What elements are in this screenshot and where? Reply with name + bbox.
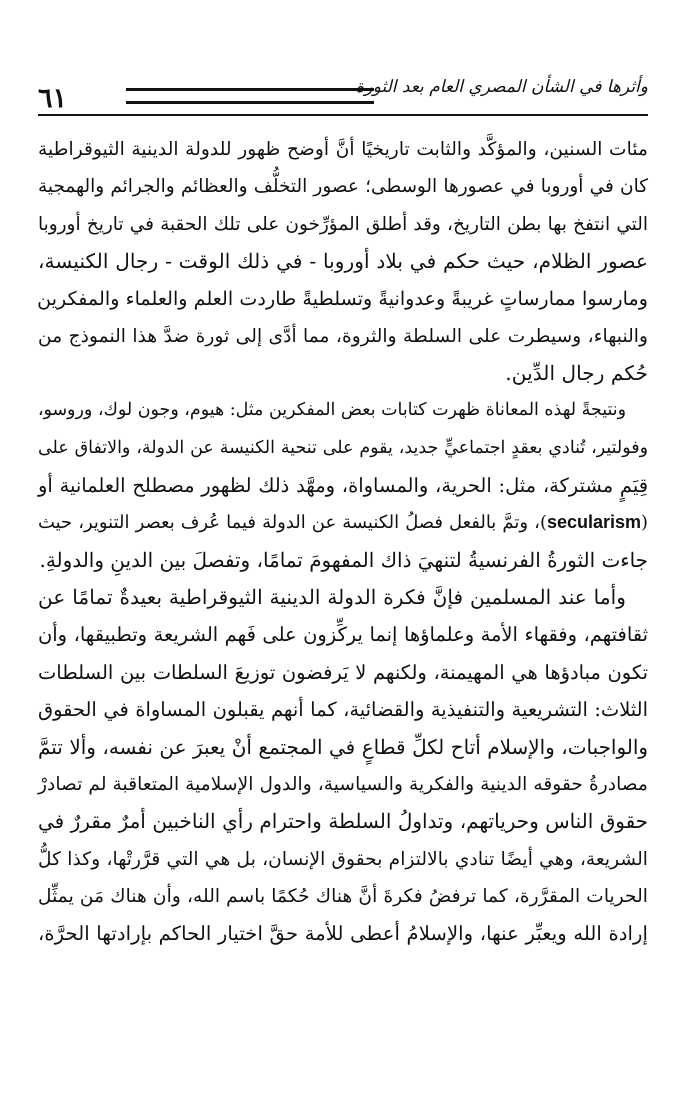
running-title: وأثرها في الشأن المصري العام بعد الثورة [355, 77, 648, 97]
text-line: الحريات المقرَّرة، كما ترفضُ فكرةَ أنَّ هناك حُكمًا باسم الله، وأن هناك مَن يمثِّل [38, 885, 648, 907]
text-line: قِيَمٍ مشتركة، مثل: الحرية، والمساواة، ومهَّد ذلك لظهور مصطلح العلمانية أو [38, 474, 648, 498]
text-line: مصادرةُ حقوقه الدينية والفكرية والسياسية، والدول الإسلامية المتعاقبة لم تصادرْ [38, 773, 648, 795]
text-line: ثقافتهم، وفقهاء الأمة وعلماؤها إنما يركِّزون على فَهم الشريعة وتطبيقها، وأن [38, 623, 648, 647]
line-continuation: ، وتمَّ بالفعل فصلُ الكنيسة عن الدولة فيما عُرف بعصر التنوير، حيث [38, 512, 540, 534]
text-line: عصور الظلام، حيث حكم في بلاد أوروبا - في ذلك الوقت - رجال الكنيسة، [38, 249, 648, 274]
text-line: والواجبات، والإسلام أتاح لكلِّ قطاعٍ في المجتمع أنْ يعبرَ عن نفسه، وألا تتمَّ [38, 734, 648, 759]
text-line: حُكم رجال الدِّين. [505, 361, 648, 386]
text-line: الشريعة، وهي أيضًا تنادي بالالتزام بحقوق الإنسان، بل هي التي قرَّرتْها، وكذا كلُّ [38, 848, 648, 870]
header-divider [38, 114, 648, 116]
header-ornament [126, 88, 374, 104]
text-line: تكون مبادؤها هي المهيمنة، ولكنهم لا يَرفضون توزيعَ السلطات بين السلطات [38, 660, 648, 684]
paren-close: ) [539, 512, 547, 534]
text-line-with-term [38, 504, 648, 541]
paragraph-2 [38, 392, 648, 579]
text-line: والنبهاء، وسيطرت على السلطة والثروة، مما أدَّى إلى ثورة ضدَّ هذا النموذج من [38, 325, 648, 347]
text-line: ونتيجةً لهذه المعاناة ظهرت كتابات بعض المفكرين مثل: هيوم، وجون لوك، وروسو، [37, 400, 626, 421]
text-line: وأما عند المسلمين فإنَّ فكرة الدولة الدينية الثيوقراطية بعيدةٌ تمامًا عن [38, 585, 626, 610]
text-line: حقوق الناس وحرياتهم، وتداولُ السلطة واحترام رأي الناخبين أمرٌ مقررٌ في [38, 809, 648, 834]
paren-open: ( [641, 512, 648, 534]
body-text [38, 131, 648, 953]
text-line: جاءت الثورةُ الفرنسيةُ لتنهيَ ذاك المفهومَ تمامًا، وتفصلَ بين الدينِ والدولةِ. [39, 547, 648, 572]
text-line: ومارسوا ممارساتٍ غريبةً وعدوانيةً وتسلطيةً طاردت العلم والعلماء والمفكرين [37, 287, 648, 311]
text-line: التي انتفخ بها بطن التاريخ، وقد أطلق المؤرِّخون على تلك الحقبة في تاريخ أوروبا [38, 213, 648, 235]
latin-term: secularism [546, 512, 641, 533]
page-header [38, 72, 648, 118]
text-line: كان في أوروبا في عصورها الوسطى؛ عصور التخلُّف والعظائم والجرائم والهمجية [38, 176, 648, 198]
paragraph-3 [38, 579, 648, 952]
text-line: الثلاث: التشريعية والتنفيذية والقضائية، كما أنهم يقبلون المساواة في الحقوق [38, 698, 648, 722]
text-line: إرادة الله ويعبِّر عنها، والإسلامُ أعطى للأمة حقَّ اختيار الحاكم بإرادتها الحرَّة، [38, 922, 648, 946]
text-line: مئات السنين، والمؤكَّد والثابت تاريخيًا أنَّ أوضح ظهور للدولة الدينية الثيوقراطية [38, 139, 648, 160]
page-number: ٦١ [38, 83, 68, 114]
text-line: وفولتير، تُنادي بعقدٍ اجتماعيٍّ جديد، يقوم على تنحية الكنيسة عن الدولة، والاتفاق على [38, 437, 648, 458]
paragraph-1 [38, 131, 648, 392]
